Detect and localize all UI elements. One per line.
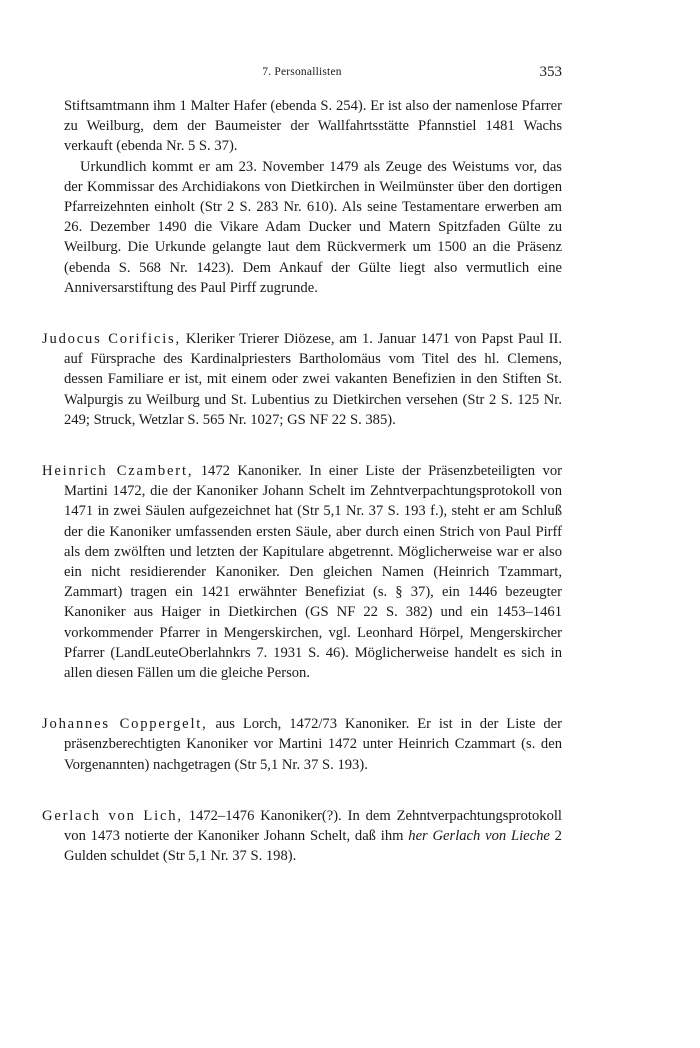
entry-text: 1472–1476 Kanoniker(?). In dem Zehntverpachtungsprotokoll von 1473 notierte der Kanoniker Johann Schelt, daß ihm bbox=[64, 807, 562, 845]
entry-gerlach-von-lich bbox=[42, 806, 562, 867]
entry-separator bbox=[42, 775, 562, 806]
entry-johannes-coppergelt bbox=[42, 714, 562, 775]
entry-text: 1472 Kanoniker. In einer Liste der Präsenzbeteiligten vor Martini 1472, die der Kanoniker Johann Schelt im Zehntverpachtungsprotokoll von 1471 in zwei Säulen aufgezeichnet hat (Str 5,1 Nr. 37 S. 193 f.), steht er am Schluß der die Kanoniker umfassenden ersten Säule, aber durch einen Strich von Paul Pirff als dem zwölften und letzten der Kapitulare abgetrennt. Möglicherweise war er also ein nicht residierender Kanoniker. Den gleichen Namen (Heinrich Tzammart, Zammart) tragen ein 1421 erwähnter Benefiziat (s. § 37), ein 1446 bezeugter Kanoniker aus Haiger in Dietkirchen (GS NF 22 S. 382) und ein 1453–1461 vorkommender Pfarrer in Mengerskirchen, vgl. Leonhard Hörpel, Mengerskircher Pfarrer (LandLeuteOberlahnkrs 7. 1931 S. 46). Möglicherweise handelt es sich in allen diesen Fällen um die gleiche Person. bbox=[64, 463, 562, 682]
entry-name: Gerlach von Lich, bbox=[42, 807, 183, 824]
entry-text: Kleriker Trierer Diözese, am 1. Januar 1471 von Papst Paul II. auf Fürsprache des Kardinalpriesters Bartholomäus vom Titel des hl. Clemens, dessen Familiare er ist, mit einem oder zwei vakanten Benefizien in den Stiften St. Walpurgis zu Weilburg und St. Lubentius zu Dietkirchen versehen (Str 2 S. 125 Nr. 249; Struck, Wetzlar S. 565 Nr. 1027; GS NF 22 S. 385). bbox=[64, 331, 562, 428]
quoted-name-italic: her Gerlach von Lieche bbox=[408, 828, 550, 845]
page-number: 353 bbox=[539, 64, 562, 80]
entry-heinrich-czambert bbox=[42, 461, 562, 683]
entry-name: Judocus Corificis, bbox=[42, 331, 181, 348]
entry-separator bbox=[42, 683, 562, 714]
entry-name: Heinrich Czambert, bbox=[42, 463, 194, 480]
paragraph-urkundlich: Urkundlich kommt er am 23. November 1479 als Zeuge des Weistums vor, das der Kommissar des Archidiakons von Dietkirchen in Weilmünster über den dortigen Pfarreizehnten einholt (Str 2 S. 283 Nr. 610). Als seine Testamentare erwerben am 26. Dezember 1490 die Vikare Adam Ducker und Matern Spitzfaden Gülte zu Weilburg. Die Urkunde gelangte laut dem Rückvermerk um 1500 an die Präsenz (ebenda S. 568 Nr. 1423). Dem Ankauf der Gülte liegt also vermutlich eine Anniversarstiftung des Paul Pirff zugrunde. bbox=[64, 158, 562, 296]
entry-judocus-corificis bbox=[42, 329, 562, 430]
entry-name: Johannes Coppergelt, bbox=[42, 716, 208, 733]
body-text bbox=[42, 96, 562, 867]
entry-text: 2 Gulden schuldet (Str 5,1 Nr. 37 S. 198). bbox=[64, 828, 562, 865]
running-title: 7. Personallisten bbox=[262, 66, 342, 78]
running-head bbox=[42, 64, 562, 84]
paragraph-continuation: Stiftsamtmann ihm 1 Malter Hafer (ebenda S. 254). Er ist also der namenlose Pfarrer zu Weilburg, dem der Baumeister der Wallfahrtsstätte Pfannstiel 1481 Wachs verkauft (ebenda Nr. 5 S. 37). bbox=[64, 98, 562, 155]
entry-separator bbox=[42, 430, 562, 461]
entry-text: aus Lorch, 1472/73 Kanoniker. Er ist in der Liste der präsenzberechtigten Kanoniker vor Martini 1472 unter Heinrich Czammart (s. den Vorgenannten) nachgetragen (Str 5,1 Nr. 37 S. 193). bbox=[64, 716, 562, 773]
entry-separator bbox=[42, 298, 562, 329]
